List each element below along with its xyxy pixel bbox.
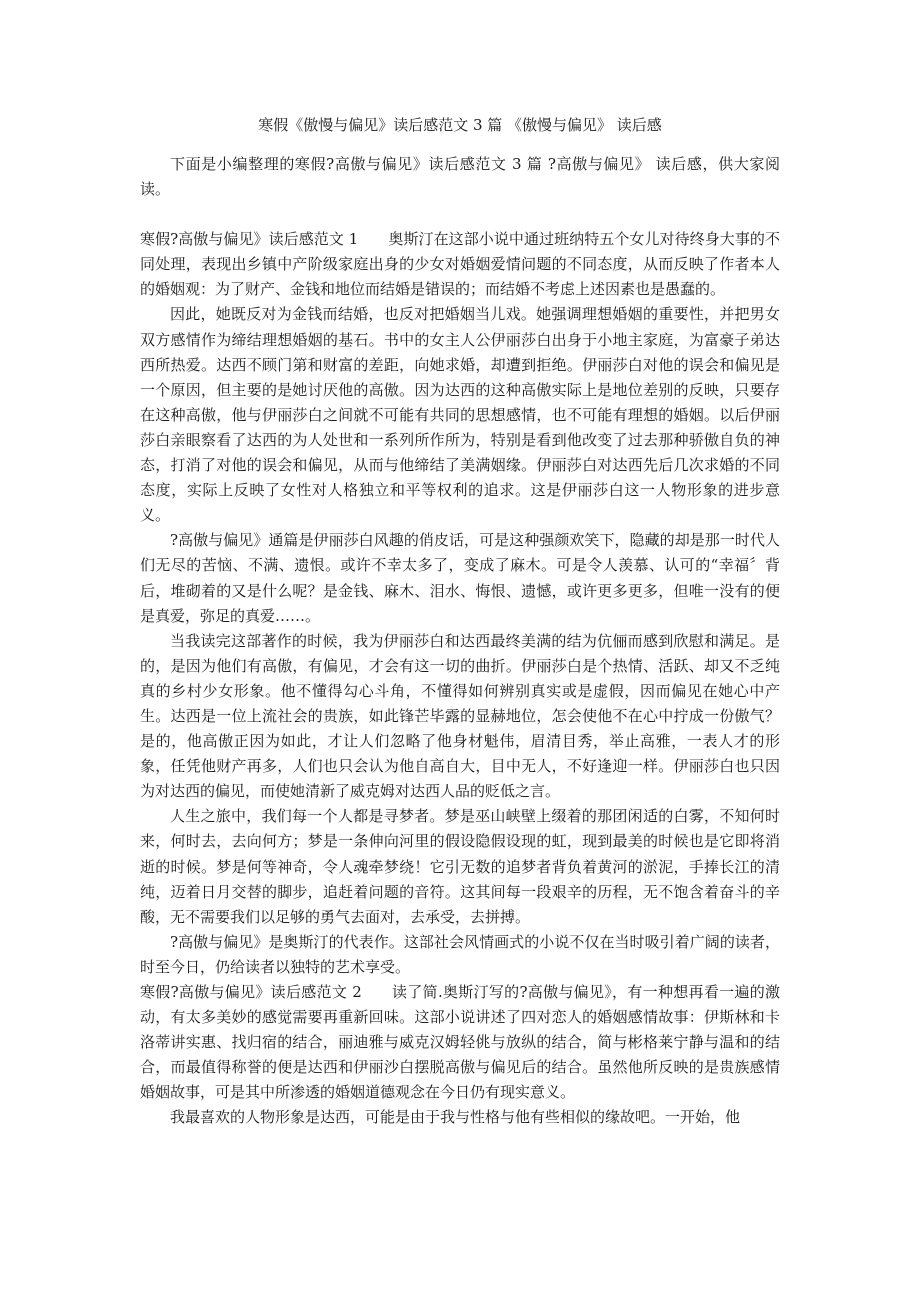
section-2-label: 寒假?高傲与偏见》读后感范文 2 (140, 983, 362, 1001)
section-1-paragraph-5: 人生之旅中，我们每一个人都是寻梦者。梦是巫山峡壁上缀着的那团闲适的白雾，不知何时来，何时去，去向何方；梦是一条伸向河里的假设隐假设现的虹，现到最美的时候也是它即将消逝的时候。梦是何等神奇，令人魂牵梦绕！它引无数的追梦者背负着黄河的淤泥，手捧长江的清纯，迈着日月交替的脚步，追赶着问题的音符。这其间每一段艰辛的历程，无不饱含着奋斗的辛酸，无不需要我们以足够的勇气去面对，去承受，去拼搏。 (140, 807, 780, 926)
document-body (140, 152, 780, 1131)
document-title: 寒假《傲慢与偏见》读后感范文 3 篇 《傲慢与偏见》 读后感 (258, 116, 662, 134)
section-1-paragraph-4: 当我读完这部著作的时候，我为伊丽莎白和达西最终美满的结为伉俪而感到欣慰和满足。是的，是因为他们有高傲，有偏见，才会有这一切的曲折。伊丽莎白是个热情、活跃、却又不乏纯真的乡村少女形象。他不懂得勾心斗角，不懂得如何辨别真实或是虚假，因而偏见在她心中产生。达西是一位上流社会的贵族，如此锋芒毕露的显赫地位，怎会使他不在心中拧成一份傲气？是的，他高傲正因为如此，才让人们忽略了他身材魁伟，眉清目秀，举止高雅，一表人才的形象，任凭他财产再多，人们也只会认为他自高自大，目中无人，不好逢迎一样。伊丽莎白也只因为对达西的偏见，而使她清新了威克姆对达西人品的贬低之言。 (140, 631, 780, 801)
section-1-paragraph-2: 因此，她既反对为金钱而结婚，也反对把婚姻当儿戏。她强调理想婚姻的重要性，并把男女双方感情作为缔结理想婚姻的基石。书中的女主人公伊丽莎白出身于小地主家庭，为富豪子弟达西所热爱。达西不顾门第和财富的差距，向她求婚，却遭到拒绝。伊丽莎白对他的误会和偏见是一个原因，但主要的是她讨厌他的高傲。因为达西的这种高傲实际上是地位差别的反映，只要存在这种高傲，他与伊丽莎白之间就不可能有共同的思想感情，也不可能有理想的婚姻。以后伊丽莎白亲眼察看了达西的为人处世和一系列所作所为，特别是看到他改变了过去那种骄傲自负的神态，打消了对他的误会和偏见，从而与他缔结了美满姻缘。伊丽莎白对达西先后几次求婚的不同态度，实际上反映了女性对人格独立和平等权利的追求。这是伊丽莎白这一人物形象的进步意义。 (140, 305, 780, 525)
section-1-opening-paragraph (140, 227, 780, 302)
intro-paragraph: 下面是小编整理的寒假?高傲与偏见》读后感范文 3 篇 ?高傲与偏见》 读后感，供大家阅读。 (140, 155, 780, 199)
section-2-opening-paragraph (140, 980, 780, 1105)
section-2-paragraph-2: 我最喜欢的人物形象是达西，可能是由于我与性格与他有些相似的缘故吧。一开始，他 (170, 1108, 741, 1127)
section-1-paragraph-1: 奥斯汀在这部小说中通过班纳特五个女儿对待终身大事的不同处理，表现出乡镇中产阶级家庭出身的少女对婚姻爱情问题的不同态度，从而反映了作者本人的婚姻观：为了财产、金钱和地位而结婚是错误的；而结婚不考虑上述因素也是愚蠢的。 (140, 230, 780, 299)
blank-line (140, 202, 780, 227)
section-2-paragraph-1: 读了简.奥斯汀写的?高傲与偏见》，有一种想再看一遍的激动，有太多美妙的感觉需要再重新回味。这部小说讲述了四对恋人的婚姻感情故事：伊斯林和卡洛蒂讲实惠、找归宿的结合，丽迪雅与威克汉姆轻佻与放纵的结合，简与彬格莱宁静与温和的结合，而最值得称誉的便是达西和伊丽沙白摆脱高傲与偏见后的结合。虽然他所反映的是贵族感情婚姻故事，可是其中所渗透的婚姻道德观念在今日仍有现实意义。 (140, 983, 780, 1102)
section-1-paragraph-6: ?高傲与偏见》是奥斯汀的代表作。这部社会风情画式的小说不仅在当时吸引着广阔的读者，时至今日，仍给读者以独特的艺术享受。 (140, 932, 780, 976)
section-1-paragraph-3: ?高傲与偏见》通篇是伊丽莎白风趣的俏皮话，可是这种强颜欢笑下，隐藏的却是那一时代人们无尽的苦恼、不满、遗恨。或许不幸太多了，变成了麻木。可是令人羡慕、认可的“幸福〞背后，堆砌着的又是什么呢？是金钱、麻木、泪水、悔恨、遗憾，或许更多更多，但唯一没有的便是真爱，弥足的真爱……。 (140, 531, 780, 625)
section-1-label: 寒假?高傲与偏见》读后感范文 1 (140, 230, 359, 249)
